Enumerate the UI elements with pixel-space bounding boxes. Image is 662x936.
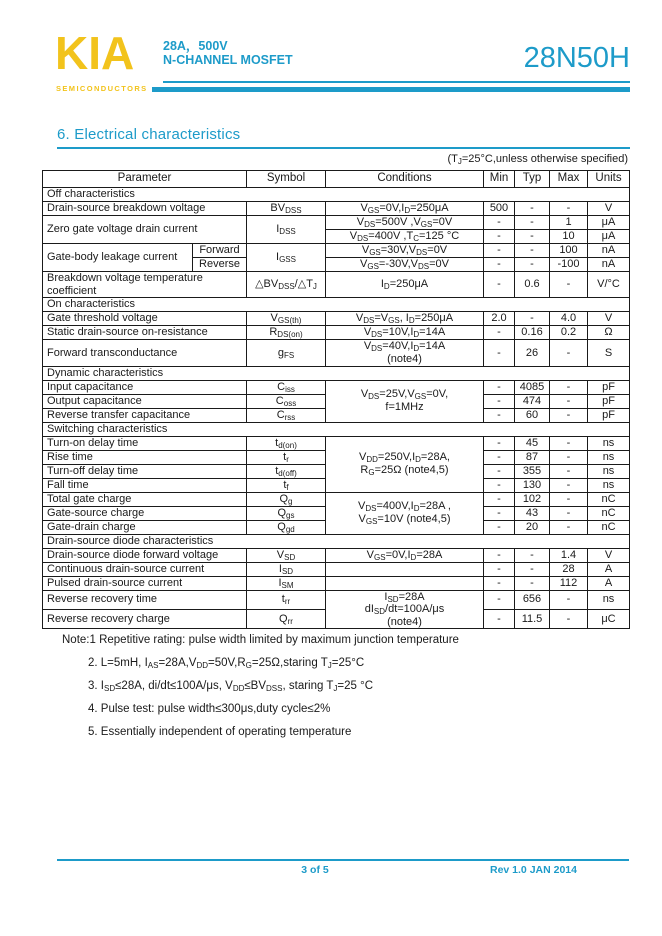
table-cell: $V_{DS}=400V,I_D=28A$ , $V_{GS}=10V$ (note4,5) xyxy=(326,492,484,534)
table-cell: - xyxy=(484,340,515,366)
table-cell: 130 xyxy=(515,478,550,492)
note-line: 4. Pulse test: pulse width≤300μs,duty cycle≤2% xyxy=(88,703,331,715)
column-header-units: Units xyxy=(588,171,630,188)
table-cell: 112 xyxy=(550,576,588,590)
table-cell: $V_{DS}=V_{GS}$, $I_D=250\mu A$ xyxy=(326,312,484,326)
table-cell: - xyxy=(515,216,550,230)
table-cell: $I_{SM}$ xyxy=(247,576,326,590)
section-title: 6. Electrical characteristics xyxy=(57,126,241,143)
table-cell: S xyxy=(588,340,630,366)
table-cell: - xyxy=(515,258,550,272)
table-cell: $C_{oss}$ xyxy=(247,394,326,408)
table-cell: - xyxy=(515,202,550,216)
table-row xyxy=(43,312,630,326)
table-cell: - xyxy=(550,492,588,506)
table-cell: Reverse transfer capacitance xyxy=(43,408,247,422)
table-cell: - xyxy=(484,562,515,576)
table-cell: Breakdown voltage temperature coefficient xyxy=(43,272,247,298)
table-cell: $Q_{gs}$ xyxy=(247,506,326,520)
table-cell: $V_{GS}=0V,I_D=28A$ xyxy=(326,548,484,562)
table-cell: Turn-off delay time xyxy=(43,464,247,478)
part-number: 28N50H xyxy=(523,42,630,74)
table-cell: pF xyxy=(588,408,630,422)
table-cell: Gate threshold voltage xyxy=(43,312,247,326)
table-cell: - xyxy=(550,506,588,520)
table-cell: - xyxy=(515,576,550,590)
table-cell: ns xyxy=(588,478,630,492)
table-cell: nA xyxy=(588,244,630,258)
electrical-characteristics-table xyxy=(42,170,630,629)
note-line: 5. Essentially independent of operating temperature xyxy=(88,726,352,738)
table-cell: ns xyxy=(588,464,630,478)
note-line: 2. L=5mH, $I_{AS}=28A,V_{DD}=50V,R_G=25\Omega,staring$ $T_J=25^\circ C$ xyxy=(88,657,365,670)
table-cell: - xyxy=(515,244,550,258)
table-cell: - xyxy=(550,202,588,216)
table-cell: V xyxy=(588,548,630,562)
table-cell: - xyxy=(484,258,515,272)
table-cell: - xyxy=(484,408,515,422)
table-cell: Turn-on delay time xyxy=(43,436,247,450)
section-row-label: Dynamic characteristics xyxy=(43,366,630,380)
table-cell: - xyxy=(484,590,515,609)
table-cell: 355 xyxy=(515,464,550,478)
section-row-label: On characteristics xyxy=(43,298,630,312)
table-cell: - xyxy=(550,408,588,422)
table-body xyxy=(43,188,630,629)
table-cell: Drain-source diode forward voltage xyxy=(43,548,247,562)
table-cell: Gate-drain charge xyxy=(43,520,247,534)
table-row xyxy=(43,380,630,394)
table-cell: $t_{d(on)}$ xyxy=(247,436,326,450)
table-cell: Static drain-source on-resistance xyxy=(43,326,247,340)
table-cell: - xyxy=(550,380,588,394)
table-cell: Drain-source breakdown voltage xyxy=(43,202,247,216)
table-cell: pF xyxy=(588,380,630,394)
section-title-underline xyxy=(57,147,630,149)
table-cell: $R_{DS(on)}$ xyxy=(247,326,326,340)
table-cell: $I_{SD}$ xyxy=(247,562,326,576)
table-cell xyxy=(326,562,484,576)
table-cell: $V_{DS}=40V,I_D=14A$ (note4) xyxy=(326,340,484,366)
device-rating: 28A，500V xyxy=(163,39,228,53)
table-cell: Fall time xyxy=(43,478,247,492)
table-cell: 4.0 xyxy=(550,312,588,326)
table-cell: - xyxy=(484,244,515,258)
table-cell: 1 xyxy=(550,216,588,230)
table-cell: - xyxy=(550,478,588,492)
table-cell: - xyxy=(484,478,515,492)
table-cell: 4085 xyxy=(515,380,550,394)
table-cell: V/°C xyxy=(588,272,630,298)
table-cell: $V_{DS}=25V,V_{GS}=0V$, f=1MHz xyxy=(326,380,484,422)
table-cell: Forward xyxy=(193,244,247,258)
table-cell: - xyxy=(484,492,515,506)
table-cell: - xyxy=(550,394,588,408)
table-cell: nA xyxy=(588,258,630,272)
note-line: 3. $I_{SD}\le 28A$, di/dt≤100A/μs, $V_{DD}\le BV_{DSS}$, staring $T_J=25$ °C xyxy=(88,680,374,693)
table-cell: - xyxy=(550,464,588,478)
table-row xyxy=(43,202,630,216)
table-cell: 102 xyxy=(515,492,550,506)
table-cell: - xyxy=(484,272,515,298)
table-cell: $V_{GS}=0V,I_D=250\mu A$ xyxy=(326,202,484,216)
table-row xyxy=(43,590,630,609)
table-cell: - xyxy=(484,216,515,230)
table-cell: 87 xyxy=(515,450,550,464)
table-cell: Rise time xyxy=(43,450,247,464)
table-cell: 2.0 xyxy=(484,312,515,326)
table-cell: - xyxy=(484,506,515,520)
table-cell: ns xyxy=(588,590,630,609)
table-section-row xyxy=(43,422,630,436)
column-header-conditions: Conditions xyxy=(326,171,484,188)
column-header-typ: Typ xyxy=(515,171,550,188)
table-cell: V xyxy=(588,312,630,326)
table-cell: $V_{DS}=10V,I_D=14A$ xyxy=(326,326,484,340)
table-cell: 60 xyxy=(515,408,550,422)
table-cell: Zero gate voltage drain current xyxy=(43,216,247,244)
table-row xyxy=(43,340,630,366)
table-cell: Gate-body leakage current xyxy=(43,244,193,272)
table-section-row xyxy=(43,298,630,312)
table-cell: - xyxy=(550,610,588,629)
column-header-max: Max xyxy=(550,171,588,188)
table-row xyxy=(43,548,630,562)
table-cell: 11.5 xyxy=(515,610,550,629)
table-cell: nC xyxy=(588,520,630,534)
table-row xyxy=(43,326,630,340)
table-section-row xyxy=(43,366,630,380)
table-header xyxy=(43,171,630,188)
table-cell: - xyxy=(515,230,550,244)
table-cell: $V_{GS}=-30V,V_{DS}=0V$ xyxy=(326,258,484,272)
column-header-parameter: Parameter xyxy=(43,171,247,188)
table-cell: 20 xyxy=(515,520,550,534)
table-cell: ns xyxy=(588,436,630,450)
table-cell: 10 xyxy=(550,230,588,244)
table-cell xyxy=(326,576,484,590)
table-cell: - xyxy=(484,520,515,534)
table-cell: $I_D=250\mu A$ xyxy=(326,272,484,298)
table-cell: 45 xyxy=(515,436,550,450)
table-cell: $t_r$ xyxy=(247,450,326,464)
table-cell: 43 xyxy=(515,506,550,520)
table-cell: - xyxy=(484,464,515,478)
table-cell: $V_{DS}=500V$ $,V_{GS}=0V$ xyxy=(326,216,484,230)
table-cell: - xyxy=(550,520,588,534)
column-header-min: Min xyxy=(484,171,515,188)
kia-logo: KIA xyxy=(55,27,135,79)
table-cell: 0.2 xyxy=(550,326,588,340)
table-cell: - xyxy=(484,436,515,450)
table-section-row xyxy=(43,188,630,202)
page-number: 3 of 5 xyxy=(301,864,329,876)
notes xyxy=(62,633,607,748)
table-cell: - xyxy=(484,548,515,562)
table-row xyxy=(43,492,630,506)
table-row xyxy=(43,272,630,298)
table-cell: - xyxy=(484,230,515,244)
table-cell: - xyxy=(515,562,550,576)
table-cell: 0.16 xyxy=(515,326,550,340)
table-cell: - xyxy=(550,450,588,464)
table-cell: A xyxy=(588,576,630,590)
table-cell: Reverse recovery time xyxy=(43,590,247,609)
table-cell: - xyxy=(550,590,588,609)
table-cell: 656 xyxy=(515,590,550,609)
table-cell: -100 xyxy=(550,258,588,272)
header-rule-thin xyxy=(163,81,630,83)
table-cell: - xyxy=(484,380,515,394)
table-cell: pF xyxy=(588,394,630,408)
header-rule-thick xyxy=(152,87,630,92)
table-cell: Input capacitance xyxy=(43,380,247,394)
table-row xyxy=(43,576,630,590)
table-cell: $Q_{gd}$ xyxy=(247,520,326,534)
table-cell: $\triangle BV_{DSS}/\triangle T_J$ xyxy=(247,272,326,298)
table-cell: nC xyxy=(588,492,630,506)
table-cell: - xyxy=(550,436,588,450)
table-cell: - xyxy=(484,450,515,464)
note-line: Note:1 Repetitive rating: pulse width limited by maximum junction temperature xyxy=(62,634,459,646)
table-cell: 26 xyxy=(515,340,550,366)
table-cell: 28 xyxy=(550,562,588,576)
column-header-symbol: Symbol xyxy=(247,171,326,188)
section-row-label: Drain-source diode characteristics xyxy=(43,534,630,548)
table-cell: 100 xyxy=(550,244,588,258)
table-cell: nC xyxy=(588,506,630,520)
table-cell: $g_{FS}$ xyxy=(247,340,326,366)
table-cell: Continuous drain-source current xyxy=(43,562,247,576)
table-row xyxy=(43,436,630,450)
revision-label: Rev 1.0 JAN 2014 xyxy=(490,864,577,876)
table-row xyxy=(43,216,630,230)
table-cell: - xyxy=(550,340,588,366)
logo-subtext: SEMICONDUCTORS xyxy=(56,84,148,93)
table-cell: - xyxy=(484,394,515,408)
table-cell: $I_{SD}=28A$ $dI_{SD}/dt=100A/\mu s$ (note4) xyxy=(326,590,484,629)
table-cell: Pulsed drain-source current xyxy=(43,576,247,590)
section-row-label: Off characteristics xyxy=(43,188,630,202)
table-cell: $Q_g$ xyxy=(247,492,326,506)
table-cell: $V_{DS}=400V$ $,T_C=125$ °C xyxy=(326,230,484,244)
table-cell: - xyxy=(484,576,515,590)
table-cell: $I_{DSS}$ xyxy=(247,216,326,244)
table-cell: $V_{SD}$ xyxy=(247,548,326,562)
table-section-row xyxy=(43,534,630,548)
table-cell: μA xyxy=(588,216,630,230)
table-cell: Ω xyxy=(588,326,630,340)
table-cell: Forward transconductance xyxy=(43,340,247,366)
table-cell: ns xyxy=(588,450,630,464)
table-cell: V xyxy=(588,202,630,216)
table-row xyxy=(43,562,630,576)
table-cell: $BV_{DSS}$ xyxy=(247,202,326,216)
table-cell: - xyxy=(515,548,550,562)
table-cell: $I_{GSS}$ xyxy=(247,244,326,272)
section-row-label: Switching characteristics xyxy=(43,422,630,436)
table-cell: $Q_{rr}$ xyxy=(247,610,326,629)
table-cell: - xyxy=(484,610,515,629)
table-cell: $t_f$ xyxy=(247,478,326,492)
footer-rule xyxy=(57,859,629,861)
table-cell: 474 xyxy=(515,394,550,408)
table-cell: Output capacitance xyxy=(43,394,247,408)
table-cell: $C_{rss}$ xyxy=(247,408,326,422)
table-cell: $V_{DD}=250V,I_D=28A$, $R_G=25\Omega$ (note4,5) xyxy=(326,436,484,492)
table-cell: - xyxy=(484,326,515,340)
device-type: N-CHANNEL MOSFET xyxy=(163,53,293,67)
table-cell: μA xyxy=(588,230,630,244)
table-cell: $t_{d(off)}$ xyxy=(247,464,326,478)
table-cell: - xyxy=(550,272,588,298)
table-cell: Gate-source charge xyxy=(43,506,247,520)
table-cell: $V_{GS(th)}$ xyxy=(247,312,326,326)
test-condition-note: ($T_J=25^\circ C,unless$ otherwise specified) xyxy=(447,153,628,166)
table-cell: A xyxy=(588,562,630,576)
table-cell: Reverse recovery charge xyxy=(43,610,247,629)
table-cell: μC xyxy=(588,610,630,629)
table-cell: 0.6 xyxy=(515,272,550,298)
table-cell: 1.4 xyxy=(550,548,588,562)
table-cell: Reverse xyxy=(193,258,247,272)
table-cell: $V_{GS}=30V,V_{DS}=0V$ xyxy=(326,244,484,258)
table-cell: Total gate charge xyxy=(43,492,247,506)
table-cell: 500 xyxy=(484,202,515,216)
table-row xyxy=(43,244,630,258)
table-cell: $C_{iss}$ xyxy=(247,380,326,394)
table-cell: $t_{rr}$ xyxy=(247,590,326,609)
table-cell: - xyxy=(515,312,550,326)
